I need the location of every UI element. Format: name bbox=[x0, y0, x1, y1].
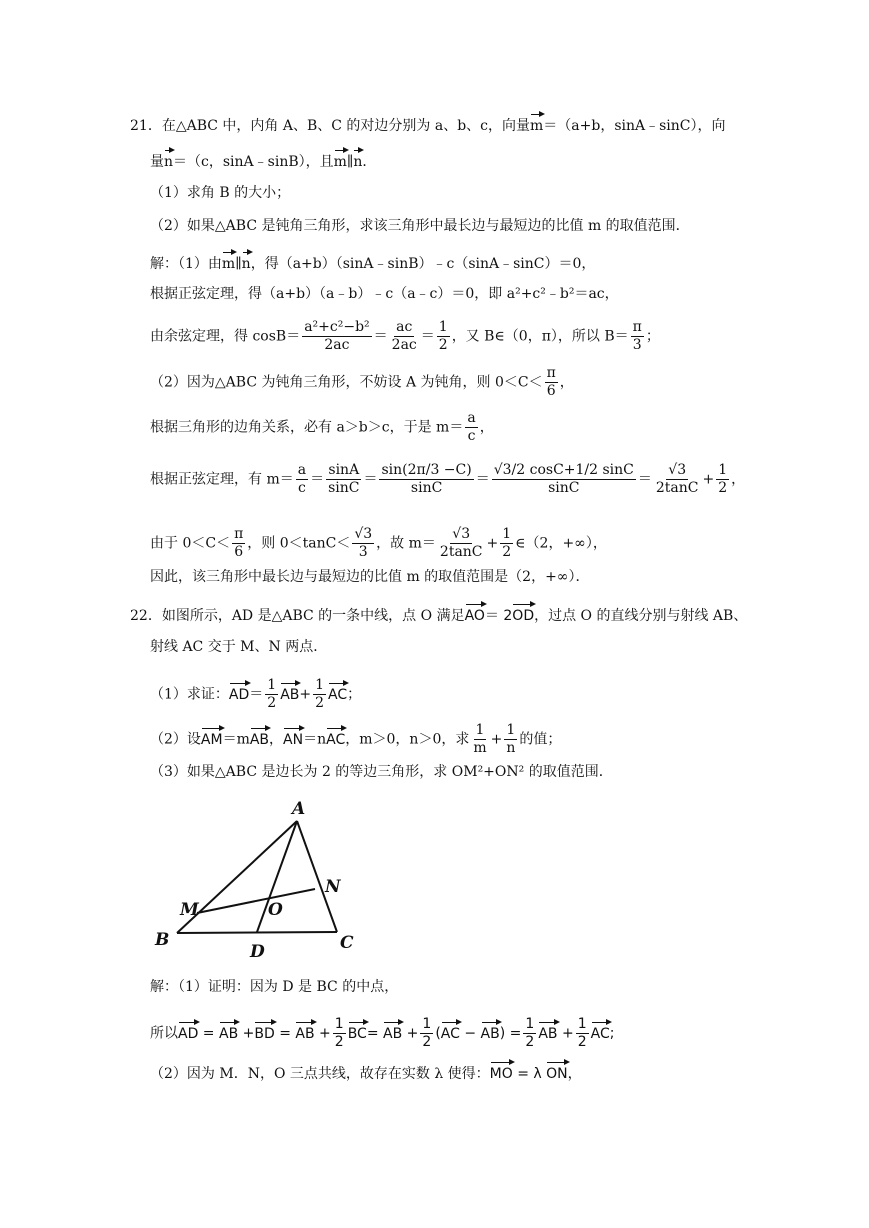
line-mn bbox=[197, 889, 315, 913]
denominator: 2 bbox=[267, 695, 277, 711]
vector-ab: AB bbox=[250, 726, 269, 748]
text: （2）因为 M．N，O 三点共线，故存在实数 λ 使得： bbox=[150, 1066, 490, 1082]
text: （2）设 bbox=[150, 731, 201, 748]
q21-line1 bbox=[130, 112, 726, 136]
numerator: 1 bbox=[502, 526, 512, 542]
q21-sol-line3: 由余弦定理，得 cosB＝ $\frac{\text{a²+c²−b²}}{2ac}$ ＝ $\frac{ac}{2ac}$ ＝ $\frac{1}{2}$ ，又 B∈（0，π），所以 B＝ $\frac{\pi}{3}$ ； bbox=[150, 319, 660, 353]
vector-ad: AD bbox=[229, 681, 249, 703]
denominator: 2 bbox=[577, 1034, 587, 1050]
denominator: sinC bbox=[328, 480, 360, 496]
denominator: 2 bbox=[718, 480, 728, 496]
q21-line2: 量n＝（c，sinA﹣sinB），且m∥n． bbox=[150, 148, 376, 172]
label-b: B bbox=[155, 930, 170, 950]
label-c: C bbox=[340, 933, 354, 953]
fraction bbox=[265, 677, 278, 712]
numerator: √3/2 cosC+1/2 sinC bbox=[493, 462, 634, 478]
q21-sol-line6: 根据正弦定理，有 m＝ $\frac{a}{c}$ ＝ $\frac{\sin A}{\sin C}$ ＝ $\frac{\sin(2\pi/3 -C)}{\sin C}$ ＝ $\frac{√3/2 \cos C+1/2 \sin C}{\sin C}$ ＝ $\frac{√3}{2\tan C}$ + $\frac{1}{2}$ ， bbox=[150, 462, 746, 496]
fraction bbox=[716, 462, 729, 497]
vector-ac: AC bbox=[591, 1020, 610, 1042]
numerator: 1 bbox=[422, 1016, 432, 1032]
vector-ab: AB bbox=[481, 1020, 500, 1042]
numerator: a²+c²−b² bbox=[304, 319, 370, 335]
denominator: 2 bbox=[422, 1034, 432, 1050]
text: = λ bbox=[512, 1066, 547, 1082]
vector-ab: AB bbox=[219, 1020, 238, 1042]
label-o: O bbox=[268, 900, 283, 920]
numerator: 1 bbox=[334, 1016, 344, 1032]
q22-part1: （1）求证：AD＝ $\frac{1}{2}$ AB+ $\frac{1}{2}$ AC； bbox=[150, 677, 362, 711]
text: ，m＞0，n＞0，求 bbox=[345, 731, 470, 748]
numerator: 1 bbox=[475, 722, 485, 738]
numerator: 1 bbox=[525, 1016, 535, 1032]
denominator: sinC bbox=[548, 480, 580, 496]
numerator: a bbox=[297, 462, 307, 478]
denominator: 2tanC bbox=[439, 544, 483, 560]
fraction bbox=[326, 462, 361, 497]
numerator: π bbox=[234, 526, 244, 542]
q21-part2: （2）如果△ABC 是钝角三角形，求该三角形中最长边与最短边的比值 m 的取值范围． bbox=[150, 218, 690, 234]
q22-part3: （3）如果△ABC 是边长为 2 的等边三角形，求 OM²+ON² 的取值范围． bbox=[150, 764, 613, 780]
fraction bbox=[352, 526, 374, 561]
fraction bbox=[390, 319, 419, 354]
text: 解：（1）由 bbox=[150, 256, 222, 272]
q21-sol-line2: 根据正弦定理，得（a+b）（a﹣b）﹣c（a﹣c）＝0，即 a²+c²﹣b²＝ac， bbox=[150, 286, 619, 302]
fraction bbox=[313, 677, 326, 712]
denominator: 2 bbox=[525, 1034, 535, 1050]
denominator: 2tanC bbox=[655, 480, 699, 496]
denominator: n bbox=[506, 740, 516, 756]
fraction bbox=[379, 462, 473, 497]
denominator: 3 bbox=[632, 337, 642, 353]
numerator: 1 bbox=[577, 1016, 587, 1032]
text: ，又 B∈（0，π），所以 B＝ bbox=[451, 328, 629, 345]
label-m: M bbox=[180, 900, 199, 920]
text: 21．在△ABC 中，内角 A、B、C 的对边分别为 a、b、c，向量 bbox=[130, 118, 531, 134]
numerator: 1 bbox=[438, 319, 448, 335]
vector-m: m bbox=[334, 148, 347, 170]
vector-ac: AC bbox=[441, 1020, 460, 1042]
text: 由于 0＜C＜ bbox=[150, 535, 231, 552]
fraction bbox=[545, 365, 558, 400]
numerator: sinA bbox=[328, 462, 360, 478]
q21-sol-line4: （2）因为△ABC 为钝角三角形，不妨设 A 为钝角，则 0＜C＜ $\frac{\pi}{6}$ ， bbox=[150, 365, 574, 399]
fraction bbox=[302, 319, 371, 354]
vector-bc: BC bbox=[348, 1020, 367, 1042]
fraction bbox=[438, 526, 485, 561]
numerator: π bbox=[546, 365, 556, 381]
numerator: √3 bbox=[452, 526, 471, 542]
text: 的值； bbox=[519, 731, 562, 748]
text: 根据正弦定理，有 m＝ bbox=[150, 471, 294, 488]
fraction bbox=[500, 526, 513, 561]
q21-sol-line8: 因此，该三角形中最长边与最短边的比值 m 的取值范围是（2，+∞）． bbox=[150, 569, 590, 585]
q22-sol-line1: 解：（1）证明：因为 D 是 BC 的中点， bbox=[150, 979, 399, 995]
denominator: m bbox=[473, 740, 487, 756]
text: ，故 m＝ bbox=[376, 535, 436, 552]
numerator: a bbox=[467, 410, 476, 426]
denominator: c bbox=[467, 428, 476, 444]
fraction bbox=[465, 410, 477, 445]
text: 由余弦定理，得 cosB＝ bbox=[150, 328, 301, 345]
parallel-symbol: ∥ bbox=[346, 154, 354, 170]
text: ＝ 2 bbox=[484, 608, 513, 624]
label-d: D bbox=[250, 942, 265, 962]
numerator: √3 bbox=[354, 526, 373, 542]
q22-sol-line2: 所以AD = AB +BD = AB + $\frac{1}{2}$ BC= AB + $\frac{1}{2}$ (AC − AB) = $\frac{1}{2}$ AB + $\frac{1}{2}$ AC; bbox=[150, 1016, 615, 1050]
text: （2）因为△ABC 为钝角三角形，不妨设 A 为钝角，则 0＜C＜ bbox=[150, 374, 543, 391]
numerator: 1 bbox=[506, 722, 516, 738]
vector-mo: MO bbox=[490, 1060, 513, 1082]
denominator: 6 bbox=[234, 544, 244, 560]
vector-od: OD bbox=[512, 602, 534, 624]
denominator: 2 bbox=[502, 544, 512, 560]
text: ∈（2，+∞）， bbox=[515, 535, 607, 552]
q21-sol-line1 bbox=[150, 250, 595, 274]
text: 所以 bbox=[150, 1025, 178, 1042]
text: ，得（a+b）（sinA﹣sinB）﹣c（sinA﹣sinC）＝0， bbox=[250, 256, 596, 272]
fraction bbox=[471, 722, 488, 757]
vector-ao: AO bbox=[465, 602, 485, 624]
fraction bbox=[523, 1016, 536, 1051]
text: ＝（a+b，sinA﹣sinC），向 bbox=[543, 118, 726, 134]
vector-ad: AD bbox=[178, 1020, 198, 1042]
vector-n: n bbox=[242, 250, 251, 272]
vector-ab: AB bbox=[295, 1020, 314, 1042]
fraction bbox=[333, 1016, 346, 1051]
numerator: 1 bbox=[267, 677, 277, 693]
denominator: 2ac bbox=[324, 337, 350, 353]
vector-ab: AB bbox=[383, 1020, 402, 1042]
fraction bbox=[576, 1016, 589, 1051]
fraction bbox=[437, 319, 450, 354]
text: 根据三角形的边角关系，必有 a＞b＞c，于是 m＝ bbox=[150, 419, 464, 436]
fraction bbox=[420, 1016, 433, 1051]
q21-sol-line5: 根据三角形的边角关系，必有 a＞b＞c，于是 m＝ $\frac{a}{c}$ ， bbox=[150, 410, 494, 444]
q21-sol-line7: 由于 0＜C＜ $\frac{\pi}{6}$ ，则 0＜tanC＜ $\frac{√3}{3}$ ，故 m＝ $\frac{√3}{2\tan C}$ + $\frac{1}{2}$ ∈（2，+∞）， bbox=[150, 526, 607, 560]
triangle-diagram bbox=[150, 795, 365, 965]
text: ，过点 O 的直线分别与射线 AB、 bbox=[534, 608, 748, 624]
side-bc bbox=[177, 932, 337, 933]
text: ＝（c，sinA﹣sinB），且 bbox=[173, 154, 334, 170]
numerator: ac bbox=[396, 319, 413, 335]
fraction bbox=[504, 722, 517, 757]
vector-n: n bbox=[353, 148, 362, 170]
vector-an: AN bbox=[283, 726, 303, 748]
text: 22．如图所示，AD 是△ABC 的一条中线，点 O 满足 bbox=[130, 608, 465, 624]
vector-ab: AB bbox=[280, 681, 299, 703]
vector-ab: AB bbox=[538, 1020, 557, 1042]
text: （1）求证： bbox=[150, 686, 229, 703]
denominator: 2 bbox=[438, 337, 448, 353]
vector-m: m bbox=[530, 112, 543, 134]
fraction bbox=[492, 462, 636, 497]
vector-am: AM bbox=[201, 726, 223, 748]
text: ，则 0＜tanC＜ bbox=[247, 535, 351, 552]
vector-bd: BD bbox=[254, 1020, 274, 1042]
numerator: 1 bbox=[315, 677, 325, 693]
vector-n: n bbox=[164, 148, 173, 170]
vector-ac: AC bbox=[328, 681, 347, 703]
denominator: sinC bbox=[410, 480, 443, 496]
vector-ac: AC bbox=[326, 726, 345, 748]
denominator: 3 bbox=[358, 544, 368, 560]
q21-part1: （1）求角 B 的大小； bbox=[150, 185, 291, 201]
numerator: π bbox=[632, 319, 642, 335]
label-n: N bbox=[325, 877, 341, 897]
fraction bbox=[232, 526, 245, 561]
parallel-symbol: ∥ bbox=[235, 256, 242, 272]
label-a: A bbox=[292, 799, 306, 819]
q22-line2: 射线 AC 交于 M、N 两点． bbox=[150, 639, 328, 655]
fraction bbox=[296, 462, 308, 497]
denominator: 2 bbox=[315, 695, 325, 711]
text: 量 bbox=[150, 154, 164, 170]
denominator: 6 bbox=[546, 383, 556, 399]
vector-on: ON bbox=[546, 1060, 568, 1082]
denominator: 2 bbox=[334, 1034, 344, 1050]
numerator: sin(2π/3 −C) bbox=[381, 462, 472, 478]
numerator: 1 bbox=[718, 462, 728, 478]
numerator: √3 bbox=[668, 462, 687, 478]
q22-line1 bbox=[130, 602, 747, 626]
vector-m: m bbox=[222, 250, 235, 272]
fraction bbox=[654, 462, 701, 497]
denominator: 2ac bbox=[391, 337, 417, 353]
fraction bbox=[631, 319, 644, 354]
q22-sol-line3: （2）因为 M．N，O 三点共线，故存在实数 λ 使得：MO = λ ON， bbox=[150, 1060, 582, 1084]
denominator: c bbox=[297, 480, 306, 496]
q22-part2: （2）设AM＝mAB，AN＝nAC，m＞0，n＞0，求 $\frac{1}{m}$ + $\frac{1}{n}$ 的值； bbox=[150, 722, 562, 756]
